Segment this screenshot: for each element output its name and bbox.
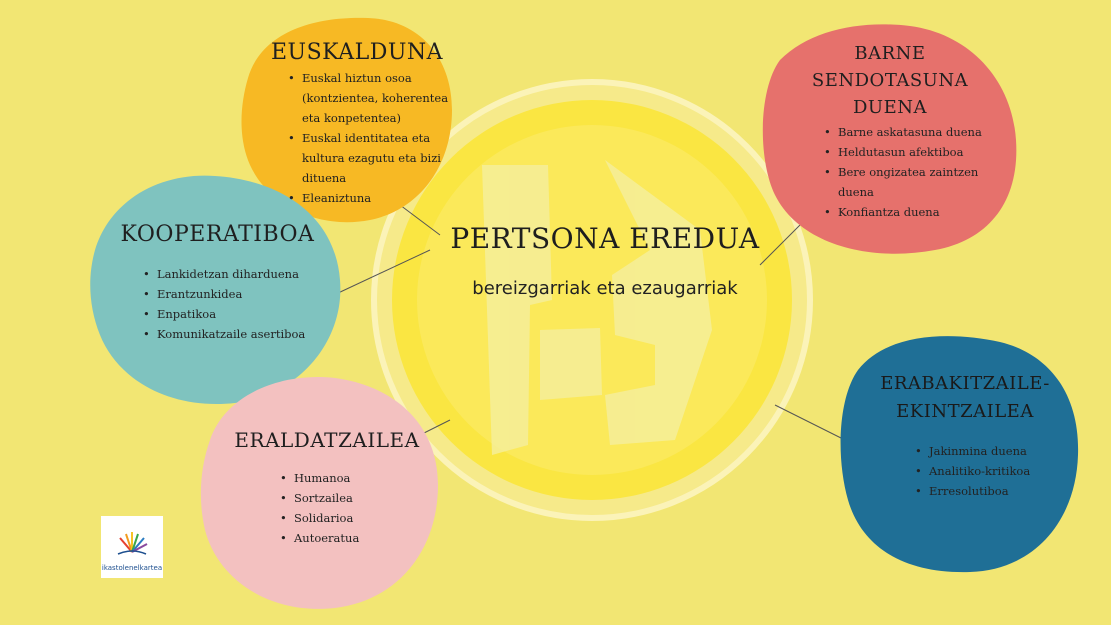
list-item: • Erantzunkidea xyxy=(143,284,333,304)
list-item: • Heldutasun afektiboa xyxy=(824,142,1004,162)
list-item: • Euskal identitatea eta xyxy=(288,128,448,148)
barne-title xyxy=(800,40,980,121)
list-item-continuation: duena xyxy=(838,185,874,199)
connector-erabakitzaile xyxy=(775,405,845,440)
euskalduna-item-1-cont xyxy=(302,88,448,128)
list-item-continuation: (kontzientea, koherentea xyxy=(302,91,449,105)
euskalduna-list-3 xyxy=(288,188,448,208)
euskalduna-title: EUSKALDUNA xyxy=(270,40,444,65)
barne-title-line: DUENA xyxy=(853,97,927,118)
ikastolen-elkartea-logo xyxy=(101,516,163,578)
list-item: • Jakinmina duena xyxy=(915,441,1065,461)
eraldatzailea-title: ERALDATZAILEA xyxy=(234,428,420,452)
list-item: • Sortzailea xyxy=(280,488,420,508)
barne-list xyxy=(824,122,1004,182)
list-item: • Analitiko-kritikoa xyxy=(915,461,1065,481)
euskalduna-item-2-cont xyxy=(302,148,441,188)
list-item: • Euskal hiztun osoa xyxy=(288,68,448,88)
logo-text: ikastolenelkartea xyxy=(101,564,163,572)
erabakitzaile-title xyxy=(880,370,1050,426)
list-item: • Solidarioa xyxy=(280,508,420,528)
euskalduna-list xyxy=(288,68,448,88)
list-item: • Erresolutiboa xyxy=(915,481,1065,501)
list-item: • Humanoa xyxy=(280,468,420,488)
list-item: • Autoeratua xyxy=(280,528,420,548)
erabakitzaile-title-line: EKINTZAILEA xyxy=(896,401,1034,422)
list-item: • Konfiantza duena xyxy=(824,202,1004,222)
erabakitzaile-title-line: ERABAKITZAILE- xyxy=(880,373,1050,394)
list-item: • Eleaniztuna xyxy=(288,188,448,208)
list-item-continuation: dituena xyxy=(302,171,347,185)
barne-list-2 xyxy=(824,202,1004,222)
center-inner-glow xyxy=(417,125,767,475)
list-item: • Komunikatzaile asertiboa xyxy=(143,324,333,344)
erabakitzaile-list xyxy=(915,441,1065,501)
list-item-continuation: eta konpetentea) xyxy=(302,111,402,125)
barne-item-cont xyxy=(838,182,874,202)
center-title: PERTSONA EREDUA xyxy=(450,222,760,255)
eraldatzailea-list xyxy=(280,468,420,548)
list-item-continuation: kultura ezagutu eta bizi xyxy=(302,151,441,165)
euskalduna-list-2 xyxy=(288,128,448,148)
barne-title-line: BARNE xyxy=(854,43,926,64)
kooperatiboa-list xyxy=(143,264,333,344)
list-item: • Barne askatasuna duena xyxy=(824,122,1004,142)
list-item: • Enpatikoa xyxy=(143,304,333,324)
list-item: • Lankidetzan diharduena xyxy=(143,264,333,284)
logo-icon xyxy=(101,516,163,566)
kooperatiboa-title: KOOPERATIBOA xyxy=(120,222,315,247)
list-item: • Bere ongizatea zaintzen xyxy=(824,162,1004,182)
center-subtitle: bereizgarriak eta ezaugarriak xyxy=(472,278,738,299)
barne-title-line: SENDOTASUNA xyxy=(811,70,969,91)
